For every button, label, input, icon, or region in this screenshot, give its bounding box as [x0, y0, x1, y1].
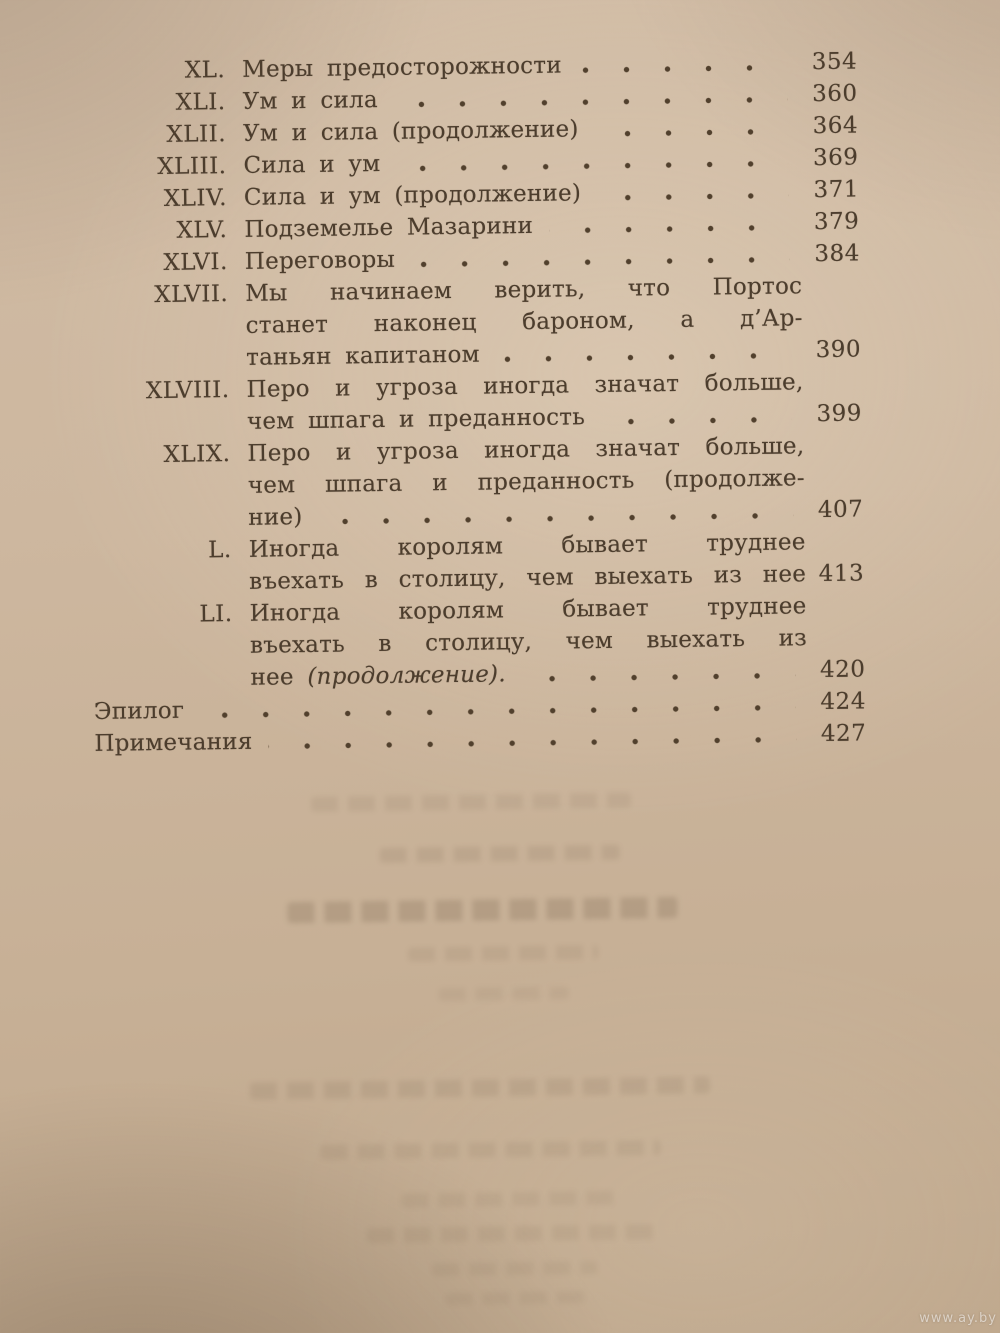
page-number	[806, 548, 864, 549]
ghost-text-line	[250, 1076, 710, 1099]
title-fragment: чем шпага и преданность	[246, 404, 586, 435]
chapter-numeral: XLII.	[166, 121, 227, 148]
page-number	[805, 484, 863, 485]
title-fragment: Ум и сила (продолжение)	[242, 116, 579, 147]
chapter-numeral: L.	[207, 537, 232, 564]
chapter-numeral: XLIV.	[163, 185, 228, 212]
title-fragment: въехать в столицу, чем выехать из	[249, 625, 808, 659]
toc-entry	[88, 269, 861, 376]
chapter-title-line	[247, 401, 585, 438]
chapter-numeral: XLI.	[175, 89, 226, 116]
chapter-numeral	[92, 589, 232, 591]
chapter-title-line	[244, 177, 582, 214]
title-fragment: Ум и сила	[242, 87, 379, 115]
ghost-text-line	[287, 897, 677, 923]
chapter-title-line	[242, 50, 562, 86]
ghost-text-line	[438, 986, 568, 1001]
title-fragment-italic: (продолжение).	[307, 661, 507, 691]
title-fragment: Перо и угроза иногда значат больше,	[246, 369, 804, 403]
chapter-numeral: XLIII.	[157, 153, 227, 181]
page-number	[804, 452, 862, 453]
page-number	[803, 324, 861, 325]
page-number: 371	[813, 176, 860, 204]
dot-leader	[522, 672, 796, 682]
ghost-text-line	[432, 1261, 597, 1276]
page-number: 379	[813, 208, 860, 236]
dot-leader	[597, 192, 789, 201]
chapter-numeral: XLVI.	[163, 249, 228, 276]
chapter-title-line	[246, 339, 480, 374]
page-number: 360	[812, 80, 858, 108]
chapter-numeral	[91, 525, 231, 527]
dot-leader	[200, 704, 796, 718]
chapter-title-line	[244, 210, 533, 246]
title-fragment: Иногда королям бывает труднее	[248, 529, 806, 563]
page-number: 384	[814, 240, 860, 268]
toc-entry	[92, 525, 865, 600]
chapter-numeral	[90, 429, 230, 431]
title-fragment: чем шпага и преданность (продолже-	[247, 465, 805, 499]
chapter-title-line	[245, 244, 396, 278]
toc-entry	[90, 429, 863, 536]
chapter-numeral	[94, 685, 234, 687]
title-fragment: Сила и ум (продолжение)	[243, 180, 582, 211]
page-number: 420	[819, 656, 866, 684]
title-fragment: Меры предосторожности	[242, 52, 563, 83]
chapter-numeral	[91, 493, 231, 495]
ghost-text-line	[401, 1191, 616, 1208]
title-fragment: ние)	[248, 504, 303, 531]
chapter-title-line	[250, 658, 506, 693]
title-fragment: въехать в столицу, чем выехать из нее	[248, 561, 807, 595]
ghost-text-line	[408, 945, 598, 962]
page-number: 399	[816, 400, 863, 428]
dot-leader	[269, 736, 797, 749]
title-fragment: Подземелье Мазарини	[244, 212, 534, 243]
title-fragment: Иногда королям бывает труднее	[249, 593, 807, 627]
chapter-numeral	[89, 333, 229, 335]
title-fragment: нее	[250, 664, 308, 691]
ghost-text-line	[380, 845, 620, 863]
ghost-text-line	[311, 792, 631, 811]
page-number	[802, 292, 860, 293]
chapter-title-line	[242, 84, 378, 118]
chapter-title-line	[243, 148, 380, 182]
toc-entry	[92, 589, 865, 696]
page-number: 354	[811, 48, 858, 76]
ghost-text-line	[446, 1291, 586, 1305]
ghost-text-line	[367, 1224, 657, 1243]
title-fragment: Перо и угроза иногда значат больше,	[247, 433, 805, 467]
page-number: 364	[812, 112, 859, 140]
title-fragment: Переговоры	[244, 246, 396, 275]
dot-leader	[396, 160, 788, 171]
title-fragment: Сила и ум	[243, 150, 381, 179]
chapter-numeral: LI.	[199, 601, 233, 628]
title-fragment: Примечания	[94, 728, 253, 757]
title-fragment: станет наконец бароном, а д’Ар-	[245, 305, 803, 339]
dot-leader	[601, 416, 792, 425]
chapter-title-line	[243, 113, 579, 150]
chapter-numeral: XLVIII.	[145, 377, 230, 405]
dot-leader	[319, 512, 794, 524]
chapter-numeral: XL.	[184, 57, 226, 84]
chapter-title-line	[94, 726, 253, 760]
page-number: 407	[817, 496, 864, 524]
watermark: www.ay.by	[919, 1311, 997, 1326]
chapter-numeral: XLV.	[176, 217, 228, 244]
chapter-title-line	[94, 695, 185, 728]
dot-leader	[549, 224, 789, 233]
page-number: 427	[820, 720, 867, 748]
page-number: 390	[815, 336, 862, 364]
chapter-numeral: XLVII.	[154, 281, 229, 309]
page-number	[807, 612, 865, 613]
chapter-numeral	[89, 365, 229, 367]
toc-entry	[89, 365, 862, 440]
page-number	[804, 388, 862, 389]
chapter-numeral: XLIX.	[163, 441, 231, 468]
dot-leader	[394, 96, 788, 107]
table-of-contents	[85, 45, 867, 759]
dot-leader	[411, 256, 790, 267]
chapter-title-line	[248, 501, 303, 534]
dot-leader	[595, 128, 788, 137]
ghost-text-line	[321, 1140, 661, 1160]
title-fragment: Мы начинаем верить, что Портос	[245, 273, 803, 307]
title-fragment: Эпилог	[93, 697, 185, 725]
page-number: 413	[818, 560, 865, 588]
page-number: 369	[812, 144, 859, 172]
title-fragment: таньян капитаном	[245, 341, 480, 371]
dot-leader	[578, 64, 787, 73]
chapter-numeral	[93, 653, 233, 655]
page-number	[807, 644, 865, 645]
dot-leader	[496, 352, 791, 362]
page-number: 424	[820, 688, 867, 716]
